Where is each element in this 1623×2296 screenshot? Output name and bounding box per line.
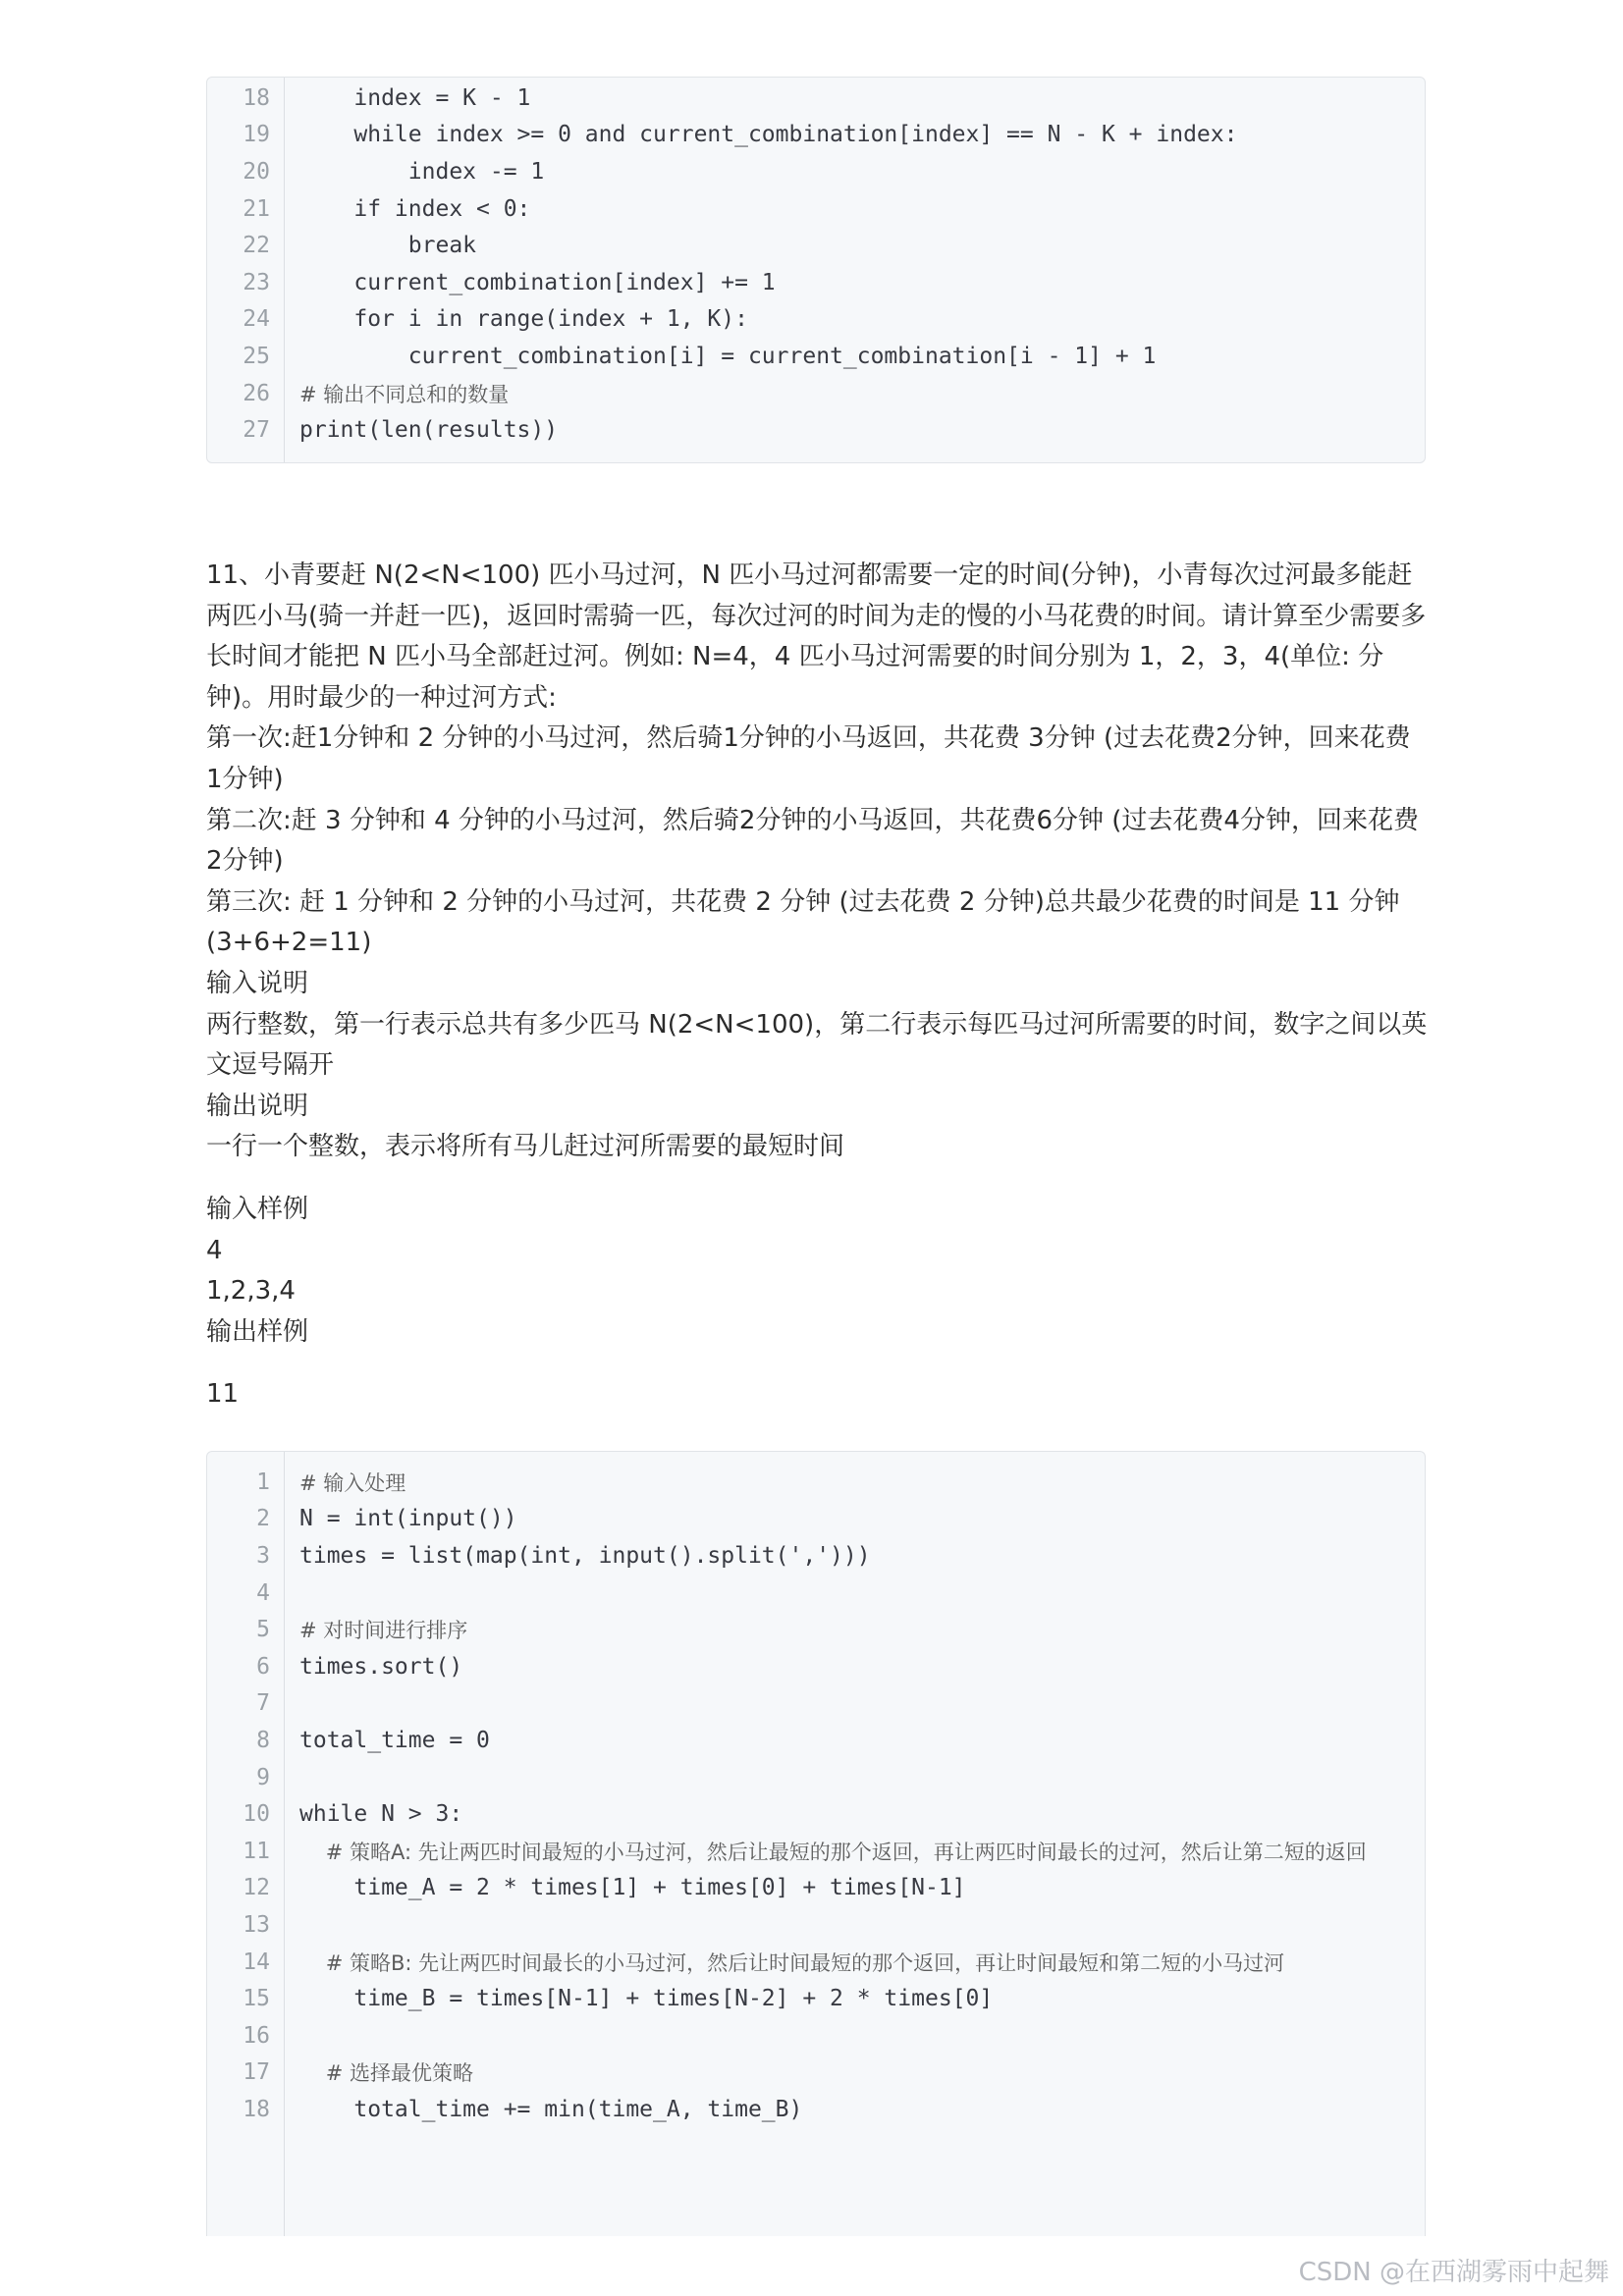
line-number: 12 [243, 1875, 270, 1901]
code-line [207, 1795, 1425, 1833]
line-number: 14 [243, 1949, 270, 1975]
line-number: 26 [243, 380, 270, 406]
line-number: 13 [243, 1911, 270, 1938]
code-text: current_combination[index] += 1 [299, 269, 776, 295]
line-number: 22 [243, 233, 270, 259]
code-text: time_A = 2 * times[1] + times[0] + times[N-1] [299, 1875, 966, 1901]
code-text: while N > 3: [299, 1801, 463, 1828]
code-line [207, 2091, 1425, 2128]
code-lines-2 [207, 1464, 1425, 2128]
solution-step-3: 第三次: 赶 1 分钟和 2 分钟的小马过河，共花费 2 分钟 (过去花费 2 分钟)总共最少花费的时间是 11 分钟 (3+6+2=11) [206, 886, 1400, 958]
output-sample-title: 输出样例 [206, 1316, 309, 1347]
problem-text [206, 556, 1434, 1415]
input-desc-title: 输入说明 [206, 968, 309, 998]
line-number: 6 [256, 1653, 270, 1680]
line-number: 1 [256, 1468, 270, 1495]
code-text: N = int(input()) [299, 1506, 517, 1532]
line-number: 16 [243, 2022, 270, 2049]
code-line [207, 80, 1425, 117]
code-line [207, 1611, 1425, 1648]
output-desc: 一行一个整数，表示将所有马儿赶过河所需要的最短时间 [206, 1132, 845, 1162]
code-text: if index < 0: [299, 195, 531, 222]
code-comment: # 输入处理 [299, 1470, 406, 1495]
code-line [207, 1980, 1425, 2017]
line-number: 18 [243, 84, 270, 111]
line-number: 5 [256, 1617, 270, 1643]
line-number: 17 [243, 2059, 270, 2086]
problem-statement: 11、小青要赶 N(2<N<100) 匹小马过河，N 匹小马过河都需要一定的时间(分钟)，小青每次过河最多能赶两匹小马(骑一并赶一匹)，返回时需骑一匹，每次过河的时间为走的慢的小马花费的时间。请计算至少需要多长时间才能把 N 匹小马全部赶过河。例如: N=4，4 匹小马过河需要的时间分别为 1，2，3，4(单位: 分钟)。用时最少的一种过河方式: [206, 561, 1427, 713]
solution-step-2: 第二次:赶 3 分钟和 4 分钟的小马过河，然后骑2分钟的小马返回，共花费6分钟 (过去花费4分钟，回来花费 2分钟) [206, 805, 1419, 877]
code-comment: # 策略B: 先让两匹时间最长的小马过河，然后让时间最短的那个返回，再让时间最短和第二短的小马过河 [299, 1950, 1285, 1975]
code-line [207, 190, 1425, 228]
code-line [207, 264, 1425, 301]
code-text: for i in range(index + 1, K): [299, 306, 748, 333]
code-line [207, 227, 1425, 264]
code-line [207, 2017, 1425, 2055]
code-text: break [299, 233, 477, 259]
code-block-1 [206, 77, 1426, 463]
line-number: 15 [243, 1986, 270, 2012]
code-text: index = K - 1 [299, 84, 531, 111]
code-text: while index >= 0 and current_combination[index] == N - K + index: [299, 122, 1238, 148]
line-number: 23 [243, 269, 270, 295]
code-line [207, 1906, 1425, 1944]
code-line [207, 1722, 1425, 1759]
code-line [207, 375, 1425, 412]
line-number: 11 [243, 1838, 270, 1864]
output-sample-value: 11 [206, 1379, 240, 1410]
code-text: total_time = 0 [299, 1727, 490, 1753]
code-line [207, 1759, 1425, 1796]
line-number: 7 [256, 1690, 270, 1717]
line-number: 24 [243, 306, 270, 333]
code-line [207, 338, 1425, 375]
code-comment: # 选择最优策略 [299, 2061, 473, 2086]
output-desc-title: 输出说明 [206, 1091, 309, 1121]
code-line [207, 411, 1425, 449]
code-lines-1 [207, 80, 1425, 449]
code-line [207, 117, 1425, 154]
line-number: 18 [243, 2096, 270, 2122]
line-number: 19 [243, 122, 270, 148]
input-sample-line-2: 1,2,3,4 [206, 1276, 296, 1307]
code-line [207, 1537, 1425, 1575]
line-number: 10 [243, 1801, 270, 1828]
input-sample-title: 输入样例 [206, 1194, 309, 1224]
code-text: index -= 1 [299, 158, 545, 185]
code-text: total_time += min(time_A, time_B) [299, 2096, 803, 2122]
code-text: current_combination[i] = current_combination[i - 1] + 1 [299, 343, 1157, 369]
solution-step-1: 第一次:赶1分钟和 2 分钟的小马过河，然后骑1分钟的小马返回，共花费 3分钟 (过去花费2分钟，回来花费 1分钟) [206, 723, 1411, 794]
code-comment: # 对时间进行排序 [299, 1619, 468, 1643]
csdn-watermark: CSDN @在西湖雾雨中起舞 [1298, 2258, 1609, 2287]
code-line [207, 1501, 1425, 1538]
input-desc: 两行整数，第一行表示总共有多少匹马 N(2<N<100)，第二行表示每匹马过河所需要的时间，数字之间以英文逗号隔开 [206, 1009, 1428, 1081]
code-comment: # 策略A: 先让两匹时间最短的小马过河，然后让最短的那个返回，再让两匹时间最长的过河，然后让第二短的返回 [299, 1840, 1367, 1864]
line-number: 8 [256, 1727, 270, 1753]
code-text: times = list(map(int, input().split(','))) [299, 1542, 871, 1569]
line-number: 4 [256, 1579, 270, 1606]
line-number: 20 [243, 158, 270, 185]
line-number: 3 [256, 1542, 270, 1569]
input-sample-line-1: 4 [206, 1235, 223, 1265]
code-line [207, 301, 1425, 339]
code-line [207, 153, 1425, 190]
code-line [207, 1464, 1425, 1501]
code-line [207, 1833, 1425, 1870]
code-text: time_B = times[N-1] + times[N-2] + 2 * times[0] [299, 1986, 994, 2012]
line-number: 2 [256, 1506, 270, 1532]
code-line [207, 1870, 1425, 1907]
code-line [207, 1944, 1425, 1981]
line-number: 27 [243, 417, 270, 444]
code-line [207, 1648, 1425, 1685]
code-line [207, 1685, 1425, 1723]
code-line [207, 2055, 1425, 2092]
code-text: print(len(results)) [299, 417, 559, 444]
code-comment: # 输出不同总和的数量 [299, 382, 510, 406]
line-number: 9 [256, 1764, 270, 1790]
line-number: 25 [243, 343, 270, 369]
code-block-2 [206, 1451, 1426, 2236]
line-number: 21 [243, 195, 270, 222]
code-text: times.sort() [299, 1653, 463, 1680]
code-line [207, 1575, 1425, 1612]
